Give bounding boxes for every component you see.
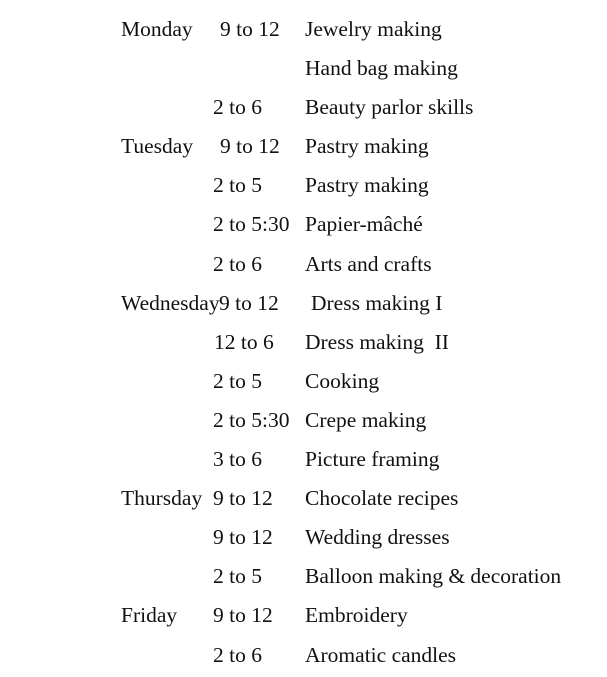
day-label: Monday [121,17,193,41]
schedule-row-tuesday-pastry-afternoon [0,166,607,205]
weekly-workshop-schedule [0,10,607,675]
day-label: Wednesday [121,290,220,315]
activity-name: Cooking [305,368,380,393]
time-range: 2 to 6 [213,642,262,667]
schedule-row-thursday-wedding-dresses [0,518,607,557]
activity-name: Jewelry making [305,17,442,41]
schedule-row-monday-handbag [0,49,607,88]
schedule-row-wednesday-dress-2 [0,323,607,362]
time-range: 9 to 12 [220,17,280,41]
day-label: Tuesday [121,134,194,159]
time-range: 9 to 12 [213,603,273,628]
time-range: 9 to 12 [213,486,273,511]
activity-name: Balloon making & decoration [305,564,562,589]
activity-name: Dress making I [311,290,443,315]
schedule-row-friday-candles [0,636,607,675]
schedule-row-monday-beauty [0,88,607,127]
schedule-row-wednesday-cooking [0,362,607,401]
time-range: 2 to 5:30 [213,212,290,237]
schedule-row-monday-jewelry [0,10,607,49]
schedule-row-wednesday-crepe [0,401,607,440]
schedule-row-tuesday-arts-crafts [0,245,607,284]
activity-name: Beauty parlor skills [305,95,474,120]
schedule-row-tuesday-papier-mache [0,205,607,244]
activity-name: Dress making II [305,329,449,354]
activity-name: Chocolate recipes [305,486,459,511]
time-range: 2 to 6 [213,251,262,276]
activity-name: Papier-mâché [305,212,423,237]
activity-name: Crepe making [305,407,427,432]
activity-name: Arts and crafts [305,251,432,276]
time-range: 9 to 12 [219,290,279,315]
time-range: 2 to 5:30 [213,407,290,432]
time-range: 2 to 5 [213,564,262,589]
schedule-row-wednesday-picture-framing [0,440,607,479]
day-label: Friday [121,603,178,628]
schedule-row-friday-embroidery [0,596,607,635]
schedule-row-thursday-chocolate [0,479,607,518]
activity-name: Embroidery [305,603,408,628]
time-range: 2 to 5 [213,173,262,198]
time-range: 12 to 6 [214,329,274,354]
activity-name: Pastry making [305,134,429,159]
schedule-row-wednesday-dress-1 [0,284,607,323]
schedule-row-thursday-balloon [0,557,607,596]
time-range: 3 to 6 [213,447,262,472]
activity-name: Pastry making [305,173,429,198]
time-range: 2 to 5 [213,368,262,393]
time-range: 9 to 12 [220,134,280,159]
activity-name: Picture framing [305,447,440,472]
day-label: Thursday [121,486,203,511]
time-range: 2 to 6 [213,95,262,120]
activity-name: Aromatic candles [305,642,457,667]
activity-name: Wedding dresses [305,525,450,550]
schedule-row-tuesday-pastry-morning [0,127,607,166]
time-range: 9 to 12 [213,525,273,550]
activity-name: Hand bag making [305,56,458,81]
